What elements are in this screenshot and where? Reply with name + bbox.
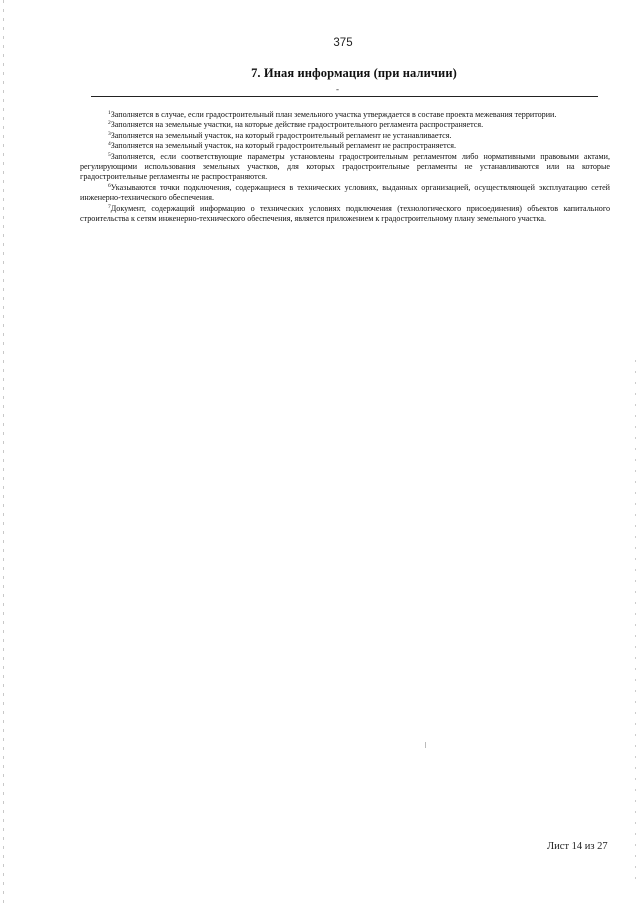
footnote-text: Заполняется в случае, если градостроительный план земельного участка утверждается в составе проекта межевания территории. xyxy=(110,110,557,119)
page-number: 375 xyxy=(333,37,353,49)
footnote-number: 7 xyxy=(108,203,111,210)
scan-edge-right xyxy=(635,360,636,880)
footnote-text: Документ, содержащий информацию о технических условиях подключения (технологического присоединения) объектов капитального строительства к сетям инженерно-технического обеспечения, является приложением к градостроительному плану земельного участка. xyxy=(80,203,610,224)
footnote-7 xyxy=(80,204,610,225)
footnote-number: 2 xyxy=(108,120,111,127)
sheet-label: Лист 14 из 27 xyxy=(547,841,608,852)
footnote-2 xyxy=(80,120,610,130)
footnote-number: 5 xyxy=(108,151,111,158)
footnotes xyxy=(80,110,610,224)
footnote-6 xyxy=(80,183,610,204)
footnote-text: Указываются точки подключения, содержащиеся в технических условиях, выданных организацией, осуществляющей эксплуатацию сетей инженерно-технического обеспечения. xyxy=(80,182,610,203)
footnote-text: Заполняется на земельные участки, на которые действие градостроительного регламента распространяется. xyxy=(110,120,484,130)
footnote-4 xyxy=(80,141,610,151)
dash-mark: - xyxy=(336,84,339,94)
footnote-text: Заполняется, если соответствующие параметры установлены градостроительным регламентом либо нормативными правовыми актами, регулирующими использования земельных участков, для которых градостроительные регламенты не устанавливаются или на которые градостроительные регламенты не распространяются. xyxy=(80,151,610,182)
section-title: 7. Иная информация (при наличии) xyxy=(251,66,457,80)
footnote-3 xyxy=(80,131,610,141)
footnote-number: 6 xyxy=(108,182,111,189)
scan-artifact xyxy=(425,742,426,748)
footnote-text: Заполняется на земельный участок, на который градостроительный регламент не распространяется. xyxy=(110,141,457,151)
footnote-1 xyxy=(80,110,610,120)
footnote-text: Заполняется на земельный участок, на который градостроительный регламент не устанавливается. xyxy=(110,130,452,140)
footnote-number: 4 xyxy=(108,141,111,148)
footnote-number: 1 xyxy=(108,110,111,116)
footnote-5 xyxy=(80,152,610,183)
scan-edge-left xyxy=(3,0,4,905)
footnote-separator xyxy=(91,96,598,97)
footnote-number: 3 xyxy=(108,130,111,137)
